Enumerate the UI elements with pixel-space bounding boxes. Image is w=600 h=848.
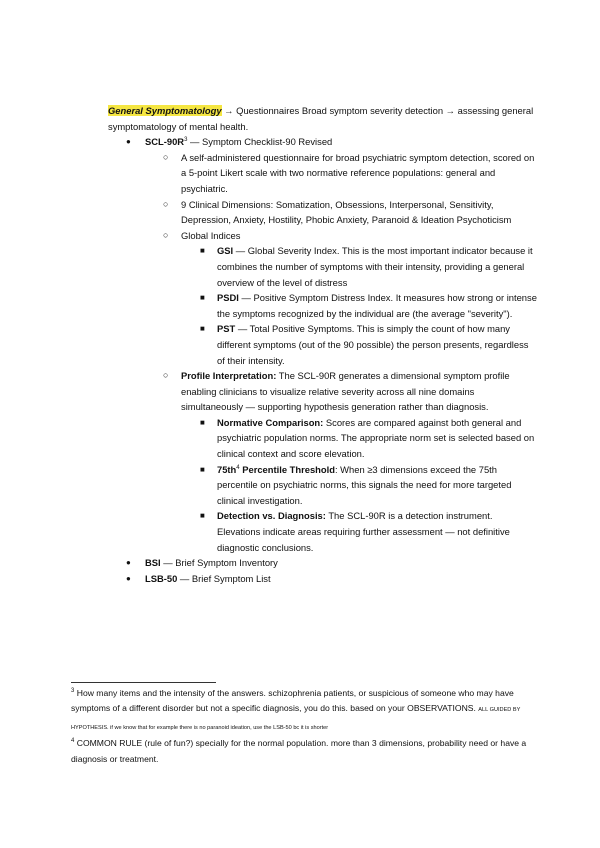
circle-bullet-icon: ○: [163, 198, 169, 209]
footnote-small-text: ALL GUIDED BY HYPOTHESIS. if we know that for example there is no paranoid ideation, use the LSB-50 bc it is shorter: [71, 707, 521, 731]
scl-name: SCL-90R: [145, 136, 185, 148]
profile-item-term: Normative Comparison:: [217, 416, 324, 428]
square-bullet-icon: ■: [200, 293, 205, 303]
bsi-term: BSI: [145, 557, 161, 569]
index-term: PST: [217, 323, 236, 335]
footnote-3: [71, 686, 533, 736]
index-text: — Total Positive Symptoms. This is simply the count of how many different symptoms (out of the 90 possible) the person presents, regardless of their intensity.: [217, 323, 529, 366]
profile-item-text: The SCL-90R is a detection instrument. Elevations indicate areas requiring further assessment — not definitive diagnostic conclusions.: [217, 510, 510, 553]
square-bullet-icon: ■: [200, 324, 205, 334]
circle-bullet-icon: ○: [163, 370, 169, 381]
list-item-psdi: [200, 290, 538, 321]
footnote-4: [71, 736, 533, 767]
scl-desc: — Symptom Checklist-90 Revised: [187, 136, 333, 148]
footnote-ref-3: 3: [184, 137, 188, 144]
list-item-pst: [200, 321, 538, 368]
list-item-gsi: [200, 243, 538, 290]
profile-text: The SCL-90R generates a dimensional symptom profile enabling clinicians to visualize relative severity across all nine domains simultaneously — supporting hypothesis generation rather than diagnosis.: [181, 370, 510, 413]
item-text: Global Indices: [181, 229, 241, 241]
item-text: A self-administered questionnaire for broad psychiatric symptom detection, scored on a 5-point Likert scale with two normative reference populations: general and psychiatric.: [181, 151, 535, 194]
footnote-number: 3: [71, 688, 75, 695]
profile-item-term-rest: Percentile Threshold: [239, 463, 335, 475]
footnote-ref-4: 4: [236, 464, 240, 471]
footnote-number: 4: [71, 738, 75, 745]
square-bullet-icon: ■: [200, 464, 205, 474]
footnotes: [71, 686, 533, 767]
list-item-threshold: [200, 462, 538, 509]
intro-text: → Questionnaires Broad symptom severity detection → assessing general symptomatology of mental health.: [108, 105, 534, 132]
profile-term: Profile Interpretation:: [181, 370, 277, 382]
index-term: GSI: [217, 245, 234, 257]
bullet-icon: ●: [126, 558, 131, 568]
intro-paragraph: [108, 103, 538, 134]
list-item-normative: [200, 415, 538, 462]
list-item-global-indices: [163, 228, 538, 244]
list-item-bsi: [126, 555, 538, 571]
bullet-icon: ●: [126, 573, 131, 583]
footnote-text: COMMON RULE (rule of fun?) specially for the normal population. more than 3 dimensions, probability need or have a diagnosis or treatment.: [71, 738, 527, 764]
list-item-description: [163, 150, 538, 197]
notes-body: [108, 103, 538, 586]
highlighted-term: General Symptomatology: [108, 105, 222, 116]
bsi-text: — Brief Symptom Inventory: [160, 557, 278, 569]
lsb-term: LSB-50: [145, 572, 178, 584]
lsb-text: — Brief Symptom List: [177, 572, 271, 584]
profile-item-text: : When ≥3 dimensions exceed the 75th percentile on psychiatric norms, this signals the need for more targeted clinical investigation.: [217, 463, 512, 506]
list-item-detection: [200, 508, 538, 555]
circle-bullet-icon: ○: [163, 151, 169, 162]
profile-item-term: 75th: [217, 463, 237, 475]
bullet-icon: ●: [126, 137, 131, 147]
list-item-scl: [126, 134, 538, 150]
index-term: PSDI: [217, 292, 239, 304]
index-text: — Positive Symptom Distress Index. It measures how strong or intense the symptoms recognized by the individual are (the average "severity").: [217, 292, 537, 319]
profile-item-text: Scores are compared against both general and psychiatric population norms. The appropriate norm set is selected based on clinical context and score elevation.: [217, 416, 535, 460]
square-bullet-icon: ■: [200, 417, 205, 427]
list-item-lsb: [126, 571, 538, 587]
index-text: — Global Severity Index. This is the most important indicator because it combines the number of symptoms with their intensity, providing a general overview of the level of distress: [217, 245, 533, 288]
item-text: 9 Clinical Dimensions: Somatization, Obsessions, Interpersonal, Sensitivity, Depression, Anxiety, Hostility, Phobic Anxiety, Paranoid & Ideation Psychoticism: [181, 198, 512, 226]
list-item-dimensions: [163, 197, 538, 228]
square-bullet-icon: ■: [200, 511, 205, 521]
circle-bullet-icon: ○: [163, 229, 169, 240]
profile-item-term: Detection vs. Diagnosis:: [217, 510, 326, 522]
square-bullet-icon: ■: [200, 246, 205, 256]
footnote-divider: [71, 682, 216, 683]
footnote-text: How many items and the intensity of the answers. schizophrenia patients, or suspicious of someone who may have symptoms of a different disorder but not a specific diagnosis, you do this. based on your OBSERVATIONS.: [71, 688, 514, 714]
list-item-profile: [163, 368, 538, 415]
